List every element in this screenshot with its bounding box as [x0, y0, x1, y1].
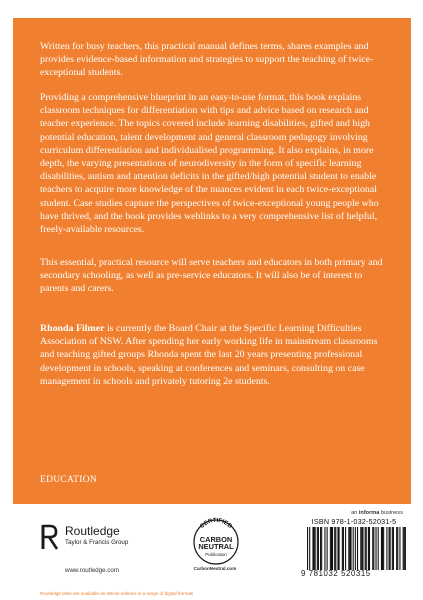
- barcode-bar: [331, 527, 332, 570]
- barcode-bar: [332, 527, 333, 570]
- barcode-bar: [357, 527, 358, 570]
- blurb-paragraph-2: Providing a comprehensive blueprint in an easy-to-use format, this book explains classroom techniques for differentiation with tips and advice based on research and teacher experience. The topics covered include learning disabilities, gifted and high potential education, talent development and general classroom pedagogy involving curriculum differentiation and individualised programming. It also explains, in more depth, the varying presentations of neurodiversity in the form of specific learning disabilities, autism and attention deficits in the gifted/high potential student to enable teachers to acquire more knowledge of the nuances evident in each twice-exceptional student. Case studies capture the perspectives of twice-exceptional young people who have thrived, and the book provides weblinks to a very comprehensive list of helpful, freely-available resources.: [40, 92, 379, 236]
- barcode-bar: [392, 527, 393, 570]
- barcode-bar: [366, 527, 367, 570]
- barcode-bar: [312, 527, 313, 570]
- barcode-bar: [353, 527, 354, 570]
- barcode-bar: [369, 527, 370, 570]
- carbon-website: CarbonNeutral.com: [193, 566, 237, 571]
- barcode-bar: [324, 527, 325, 570]
- barcode-bars: [307, 527, 407, 570]
- routledge-r-logo-icon: [39, 522, 61, 552]
- barcode-bar: [365, 527, 366, 570]
- barcode-bar: [399, 527, 400, 570]
- barcode-bar: [373, 527, 374, 570]
- carbon-line2: NEUTRAL: [198, 542, 234, 551]
- author-bio-text: is currently the Board Chair at the Specific Learning Difficulties Association of NSW. After spending her early working life in mainstream classrooms and teaching gifted groups Rhonda spent the last 20 years presenting professional development in schools, speaking at conferences and seminars, consulting on case management in schools and privately tutoring 2e students.: [40, 323, 378, 387]
- bottom-strip: [13, 504, 411, 586]
- informa-business: [283, 510, 403, 516]
- barcode-bar: [309, 527, 310, 570]
- publisher-website: www.routledge.com: [65, 567, 119, 574]
- barcode-bar: [382, 527, 383, 570]
- barcode-bar: [403, 527, 404, 570]
- barcode-bar: [397, 527, 398, 570]
- blurb-paragraph-3: This essential, practical resource will serve teachers and educators in both primary and secondary schooling, as well as pre-service educators. It will also be of interest to parents and carers.: [40, 257, 383, 295]
- author-name: Rhonda Filmer: [40, 323, 105, 334]
- barcode-bar: [396, 527, 397, 570]
- isbn-label: ISBN 978-1-032-52031-5: [311, 517, 397, 526]
- barcode-bar: [381, 527, 382, 570]
- barcode-bar: [343, 527, 344, 570]
- barcode-bar: [390, 527, 391, 570]
- publisher-group: Taylor & Francis Group: [65, 539, 129, 546]
- barcode: [301, 517, 407, 583]
- barcode-bar: [307, 527, 308, 570]
- barcode-bar: [362, 527, 363, 570]
- barcode-bar: [404, 527, 405, 570]
- barcode-bar: [383, 527, 384, 570]
- subject-category: EDUCATION: [40, 475, 98, 485]
- informa-brand: informa: [358, 510, 380, 516]
- carbon-certified-text: CERTIFIED: [199, 517, 233, 530]
- barcode-bar: [349, 527, 350, 570]
- barcode-bar: [335, 527, 336, 570]
- barcode-bar: [339, 527, 340, 570]
- barcode-bar: [320, 527, 321, 570]
- informa-prefix: an: [351, 510, 359, 516]
- barcode-digits: 9 781032 520315: [301, 569, 371, 578]
- barcode-bar: [361, 527, 362, 570]
- barcode-bar: [360, 527, 361, 570]
- author-bio: [40, 322, 388, 388]
- barcode-bar: [348, 527, 349, 570]
- barcode-bar: [342, 527, 343, 570]
- barcode-bar: [314, 527, 315, 570]
- ebook-footer-note: Routledge titles are available as eBook editions in a range of digital formats: [40, 591, 194, 596]
- barcode-bar: [378, 527, 379, 570]
- barcode-bar: [393, 527, 394, 570]
- barcode-bar: [375, 527, 376, 570]
- publisher-name: Routledge: [65, 524, 120, 538]
- barcode-bar: [318, 527, 319, 570]
- barcode-bar: [321, 527, 322, 570]
- barcode-bar: [386, 527, 387, 570]
- barcode-bar: [317, 527, 318, 570]
- carbon-neutral-badge: [186, 514, 246, 574]
- informa-suffix: business: [379, 510, 403, 516]
- carbon-line1: CARBON: [199, 535, 233, 544]
- barcode-bar: [330, 527, 331, 570]
- barcode-bar: [350, 527, 351, 570]
- barcode-bar: [355, 527, 356, 570]
- barcode-bar: [372, 527, 373, 570]
- carbon-small: Publication: [205, 552, 227, 557]
- barcode-bar: [315, 527, 316, 570]
- publisher-logo: [39, 522, 149, 574]
- barcode-bar: [337, 527, 338, 570]
- blurb-paragraph-1: Written for busy teachers, this practical manual defines terms, shares examples and provides evidence-based information and strategies to support the teaching of twice-exceptional students.: [40, 41, 374, 79]
- barcode-bar: [345, 527, 346, 570]
- barcode-bar: [368, 527, 369, 570]
- barcode-bar: [389, 527, 390, 570]
- barcode-bar: [327, 527, 328, 570]
- barcode-bar: [334, 527, 335, 570]
- barcode-bar: [405, 527, 406, 570]
